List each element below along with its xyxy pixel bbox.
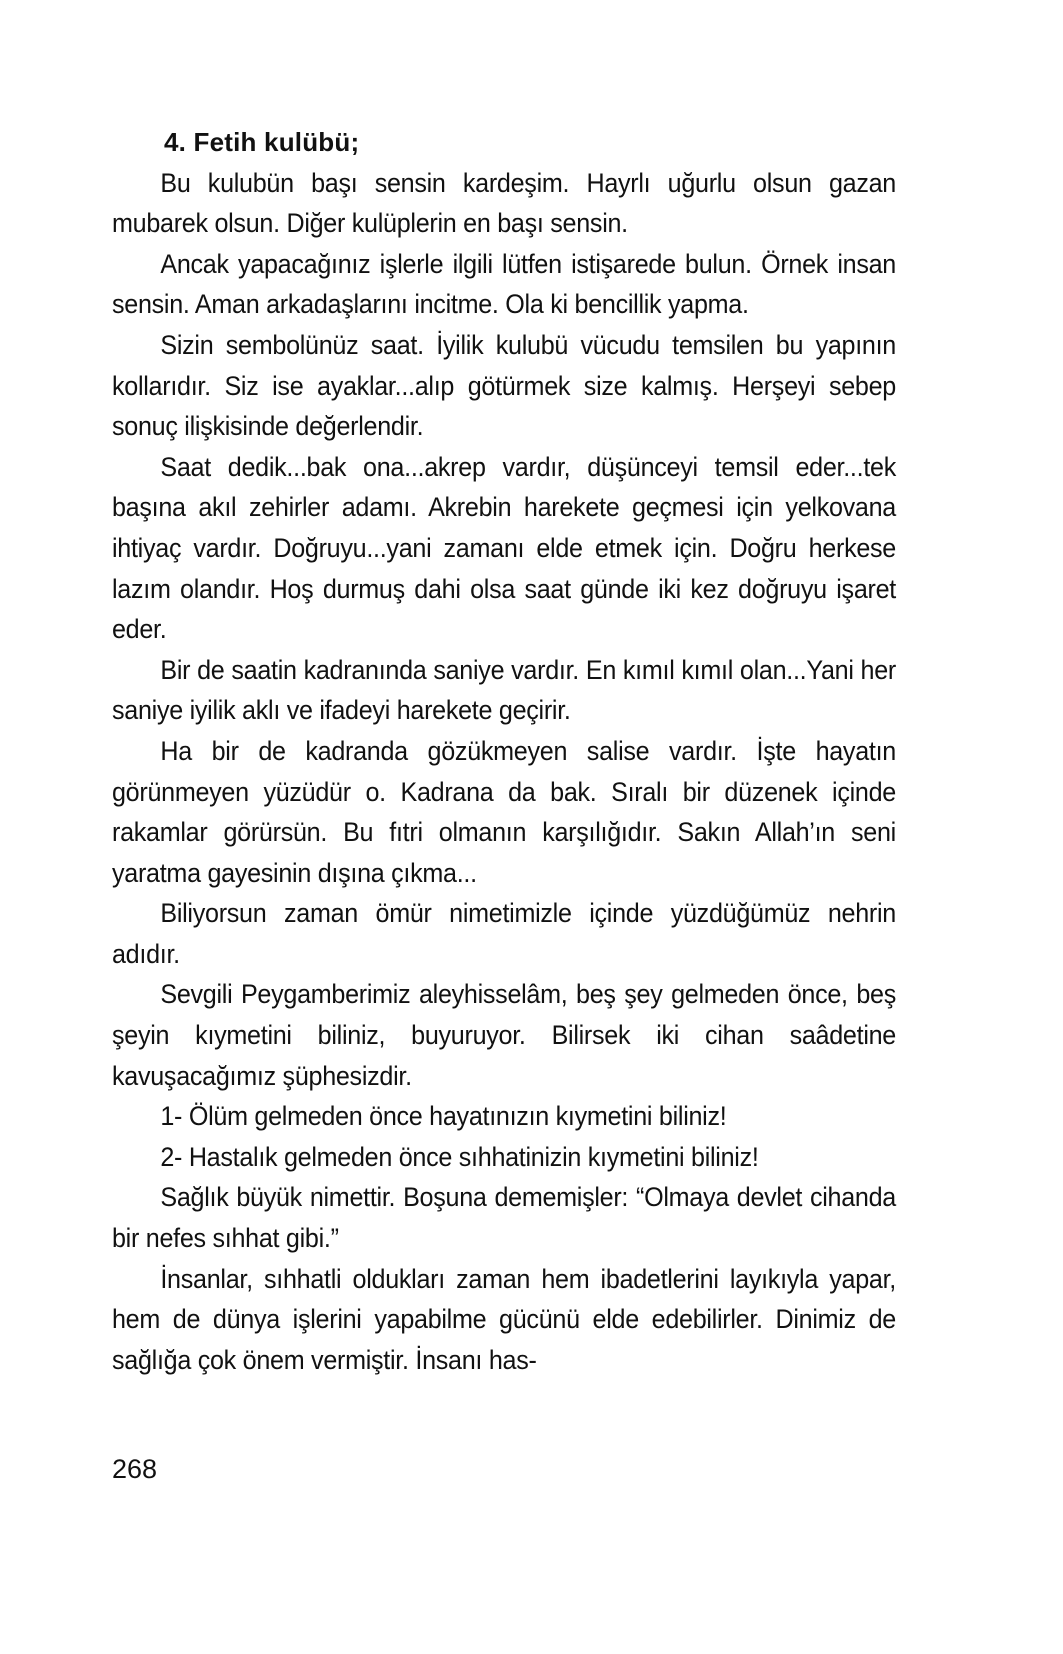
paragraph: İnsanlar, sıhhatli oldukları zaman hem ibadetlerini layıkıyla yapar, hem de dünya işlerini yapabilme gücünü elde edebilirler. Dinimiz de sağlığa çok önem vermiştir. İnsanı has- <box>112 1263 896 1375</box>
paragraph: Sizin sembolünüz saat. İyilik kulubü vücudu temsilen bu yapının kollarıdır. Siz ise ayaklar...alıp götürmek size kalmış. Herşeyi sebep sonuç ilişkisinde değerlendir. <box>112 329 896 442</box>
book-page <box>112 122 896 1380</box>
list-item: 1- Ölüm gelmeden önce hayatınızın kıymetini biliniz! <box>160 1101 727 1132</box>
paragraph: Ha bir de kadranda gözükmeyen salise vardır. İşte hayatın görünmeyen yüzüdür o. Kadrana da bak. Sıralı bir düzenek içinde rakamlar görürsün. Bu fıtri olmanın karşılığıdır. Sakın Allah’ın seni yaratma gayesinin dışına çıkma... <box>112 735 896 888</box>
paragraph: Sağlık büyük nimettir. Boşuna dememişler: “Olmaya devlet cihanda bir nefes sıhhat gibi.” <box>112 1182 896 1254</box>
list-item: 2- Hastalık gelmeden önce sıhhatinizin kıymetini biliniz! <box>160 1141 759 1172</box>
paragraph: Saat dedik...bak ona...akrep vardır, düşünceyi temsil eder...tek başına akıl zehirler adamı. Akrebin harekete geçmesi için yelkovana ihtiyaç vardır. Doğruyu...yani zamanı elde etmek için. Doğru herkese lazım olandır. Hoş durmuş dahi olsa saat günde iki kez doğruyu işaret eder. <box>112 451 896 645</box>
paragraph: Sevgili Peygamberimiz aleyhisselâm, beş şey gelmeden önce, beş şeyin kıymetini biliniz, buyuruyor. Bilirsek iki cihan saâdetine kavuşacağımız şüphesizdir. <box>112 979 896 1091</box>
paragraph: Bir de saatin kadranında saniye vardır. En kımıl kımıl olan...Yani her saniye iyilik aklı ve ifadeyi harekete geçirir. <box>112 654 896 726</box>
section-heading: 4. Fetih kulübü; <box>164 127 360 157</box>
page-number: 268 <box>112 1454 158 1484</box>
paragraph: Biliyorsun zaman ömür nimetimizle içinde yüzdüğümüz nehrin adıdır. <box>112 898 896 969</box>
paragraph: Bu kulubün başı sensin kardeşim. Hayrlı uğurlu olsun gazan mubarek olsun. Diğer kulüplerin en başı sensin. <box>112 167 896 239</box>
paragraph: Ancak yapacağınız işlerle ilgili lütfen istişarede bulun. Örnek insan sensin. Aman arkadaşlarını incitme. Ola ki bencillik yapma. <box>112 248 896 320</box>
